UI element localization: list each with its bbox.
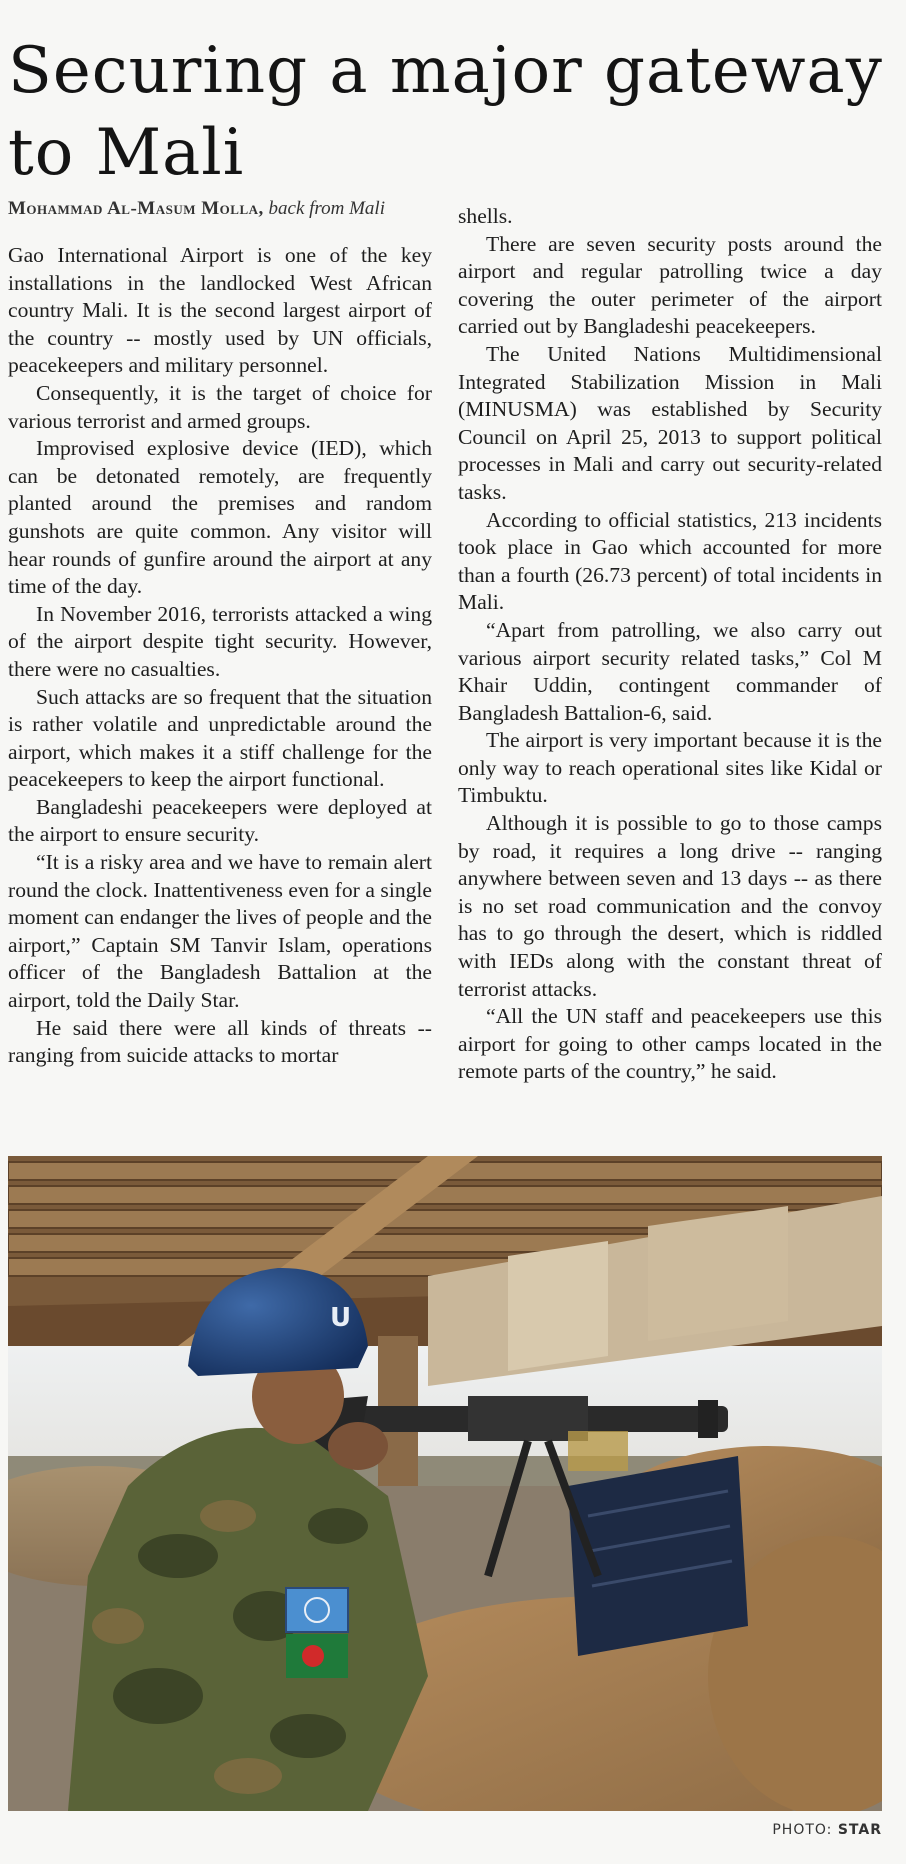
byline-dateline: back from Mali [268,198,385,219]
paragraph-continuation: shells. [458,204,513,228]
paragraph: The United Nations Multidimensional Integrated Stabilization Mission in Mali (MINUSMA) was established by Security Council on April 25, 2013 to support political processes in Mali and carry out security-related tasks. [458,341,882,504]
article-column-1 [8,242,432,1070]
paragraph: Improvised explosive device (IED), which can be detonated remotely, are frequently planted around the premises and random gunshots are quite common. Any visitor will hear rounds of gunfire around the airport at any time of the day. [8,436,432,599]
byline [8,198,385,220]
paragraph: “It is a risky area and we have to remain alert round the clock. Inattentiveness even for a single moment can endanger the lives of people and the airport,” Captain SM Tanvir Islam, operations officer of the Bangladesh Battalion at the airport, told the Daily Star. [8,850,432,1013]
paragraph: Bangladeshi peacekeepers were deployed at the airport to ensure security. [8,794,432,847]
svg-text:U: U [330,1303,352,1333]
byline-author: Mohammad Al-Masum Molla, [8,198,264,219]
paragraph: Gao International Airport is one of the key installations in the landlocked West African country Mali. It is the second largest airport of the country -- mostly used by UN officials, peacekeepers and military personnel. [8,243,432,378]
paragraph: In November 2016, terrorists attacked a wing of the airport despite tight security. However, there were no casualties. [8,601,432,681]
paragraph: The airport is very important because it is the only way to reach operational sites like Kidal or Timbuktu. [458,728,882,808]
paragraph: Although it is possible to go to those camps by road, it requires a long drive -- ranging anywhere between seven and 13 days -- as there is no set road communication and the convoy has to go through the desert, which is riddled with IEDs along with the constant threat of terrorist attacks. [458,811,882,1001]
photo-credit-source: STAR [837,1822,882,1838]
photo-credit-label: PHOTO: [772,1822,833,1838]
article-photo [8,1156,882,1811]
paragraph: Such attacks are so frequent that the situation is rather volatile and unpredictable around the airport, which makes it a stiff challenge for the peacekeepers to keep the airport functional. [8,684,432,792]
photo-credit [772,1822,882,1838]
paragraph: Consequently, it is the target of choice for various terrorist and armed groups. [8,380,432,433]
paragraph: He said there were all kinds of threats -- ranging from suicide attacks to mortar [8,1015,432,1068]
paragraph: “All the UN staff and peacekeepers use this airport for going to other camps located in the remote parts of the country,” he said. [458,1004,882,1084]
paragraph: There are seven security posts around the airport and regular patrolling twice a day covering the outer perimeter of the airport carried out by Bangladeshi peacekeepers. [458,231,882,339]
paragraph: “Apart from patrolling, we also carry out various airport security related tasks,” Col M Khair Uddin, contingent commander of Bangladesh Battalion-6, said. [458,617,882,725]
paragraph: According to official statistics, 213 incidents took place in Gao which accounted for more than a fourth (26.73 percent) of total incidents in Mali. [458,507,882,615]
article-column-2 [458,203,882,1086]
photo-illustration [8,1156,882,1811]
headline: Securing a major gateway to Mali [8,34,883,190]
